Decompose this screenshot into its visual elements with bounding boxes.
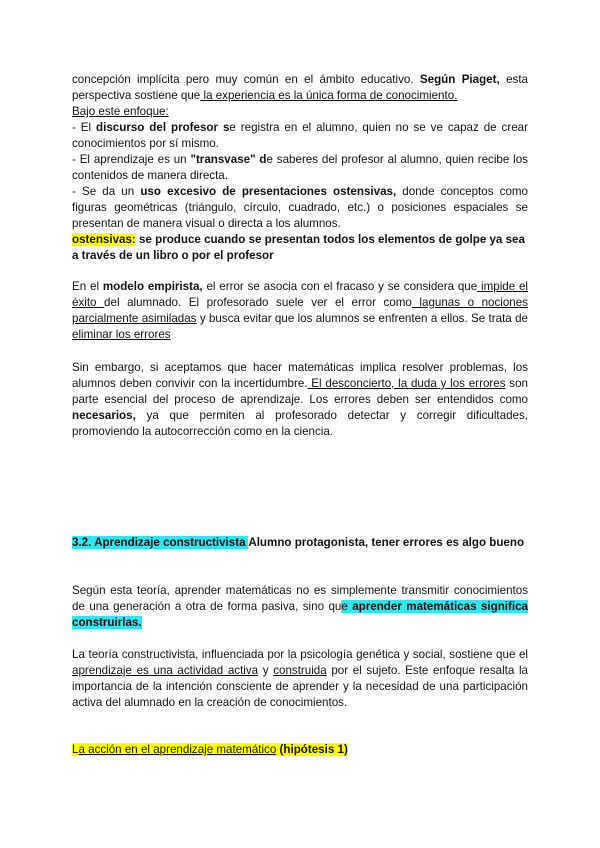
paragraph-sin-embargo: Sin embargo, si aceptamos que hacer matemáticas implica resolver problemas, los alumnos deben convivir con la incertidumbre. El desconcierto, la duda y los errores son parte esencial del proceso de aprendizaje. Los errores deben ser entendidos como necesarios, ya que permiten al profesorado detectar y corregir dificultades, promoviendo la autocorrección como en la ciencia. — [72, 361, 528, 438]
paragraph-segun-teoria: Según esta teoría, aprender matemáticas no es simplemente transmitir conocimientos de una generación a otra de forma pasiva, sino que aprender matemáticas significa construirlas. — [72, 584, 528, 629]
bullet-discurso: - El discurso del profesor se registra en el alumno, quien no se ve capaz de crear conocimientos por sí mismo. — [72, 121, 528, 150]
paragraph-piaget: concepción implícita pero muy común en el ámbito educativo. Según Piaget, esta perspectiva sostiene que la experiencia es la única forma de conocimiento. — [72, 73, 528, 102]
paragraph-teoria-constructivista: La teoría constructivista, influenciada por la psicología genética y social, sostiene que el aprendizaje es una actividad activa y construida por el sujeto. Este enfoque resalta la importancia de la intención consciente de aprender y la necesidad de una participación activa del alumnado en la creación de conocimientos. — [72, 648, 529, 709]
section-heading-accion: La acción en el aprendizaje matemático (hipótesis 1) — [72, 743, 348, 756]
bullet-ostensivas: - Se da un uso excesivo de presentaciones ostensivas, donde conceptos como figuras geométricas (triángulo, círculo, cuadrado, etc.) o posiciones espaciales se presentan de manera visual o directa a los alumnos. — [72, 185, 529, 230]
bullet-transvase: - El aprendizaje es un "transvase" de saberes del profesor al alumno, quien recibe los contenidos de manera directa. — [72, 153, 528, 182]
ostensivas-definition: ostensivas: se produce cuando se presentan todos los elementos de golpe ya sea a través de un libro o por el profesor — [72, 233, 525, 262]
enfoque-label: Bajo este enfoque: — [72, 105, 169, 118]
paragraph-empirista: En el modelo empirista, el error se asocia con el fracaso y se considera que impide el éxito del alumnado. El profesorado suele ver el error como lagunas o nociones parcialmente asimiladas y busca evitar que los alumnos se enfrenten a ellos. Se trata de eliminar los errores — [72, 280, 528, 341]
section-heading-3-2: 3.2. Aprendizaje constructivista Alumno protagonista, tener errores es algo bueno — [72, 536, 525, 549]
